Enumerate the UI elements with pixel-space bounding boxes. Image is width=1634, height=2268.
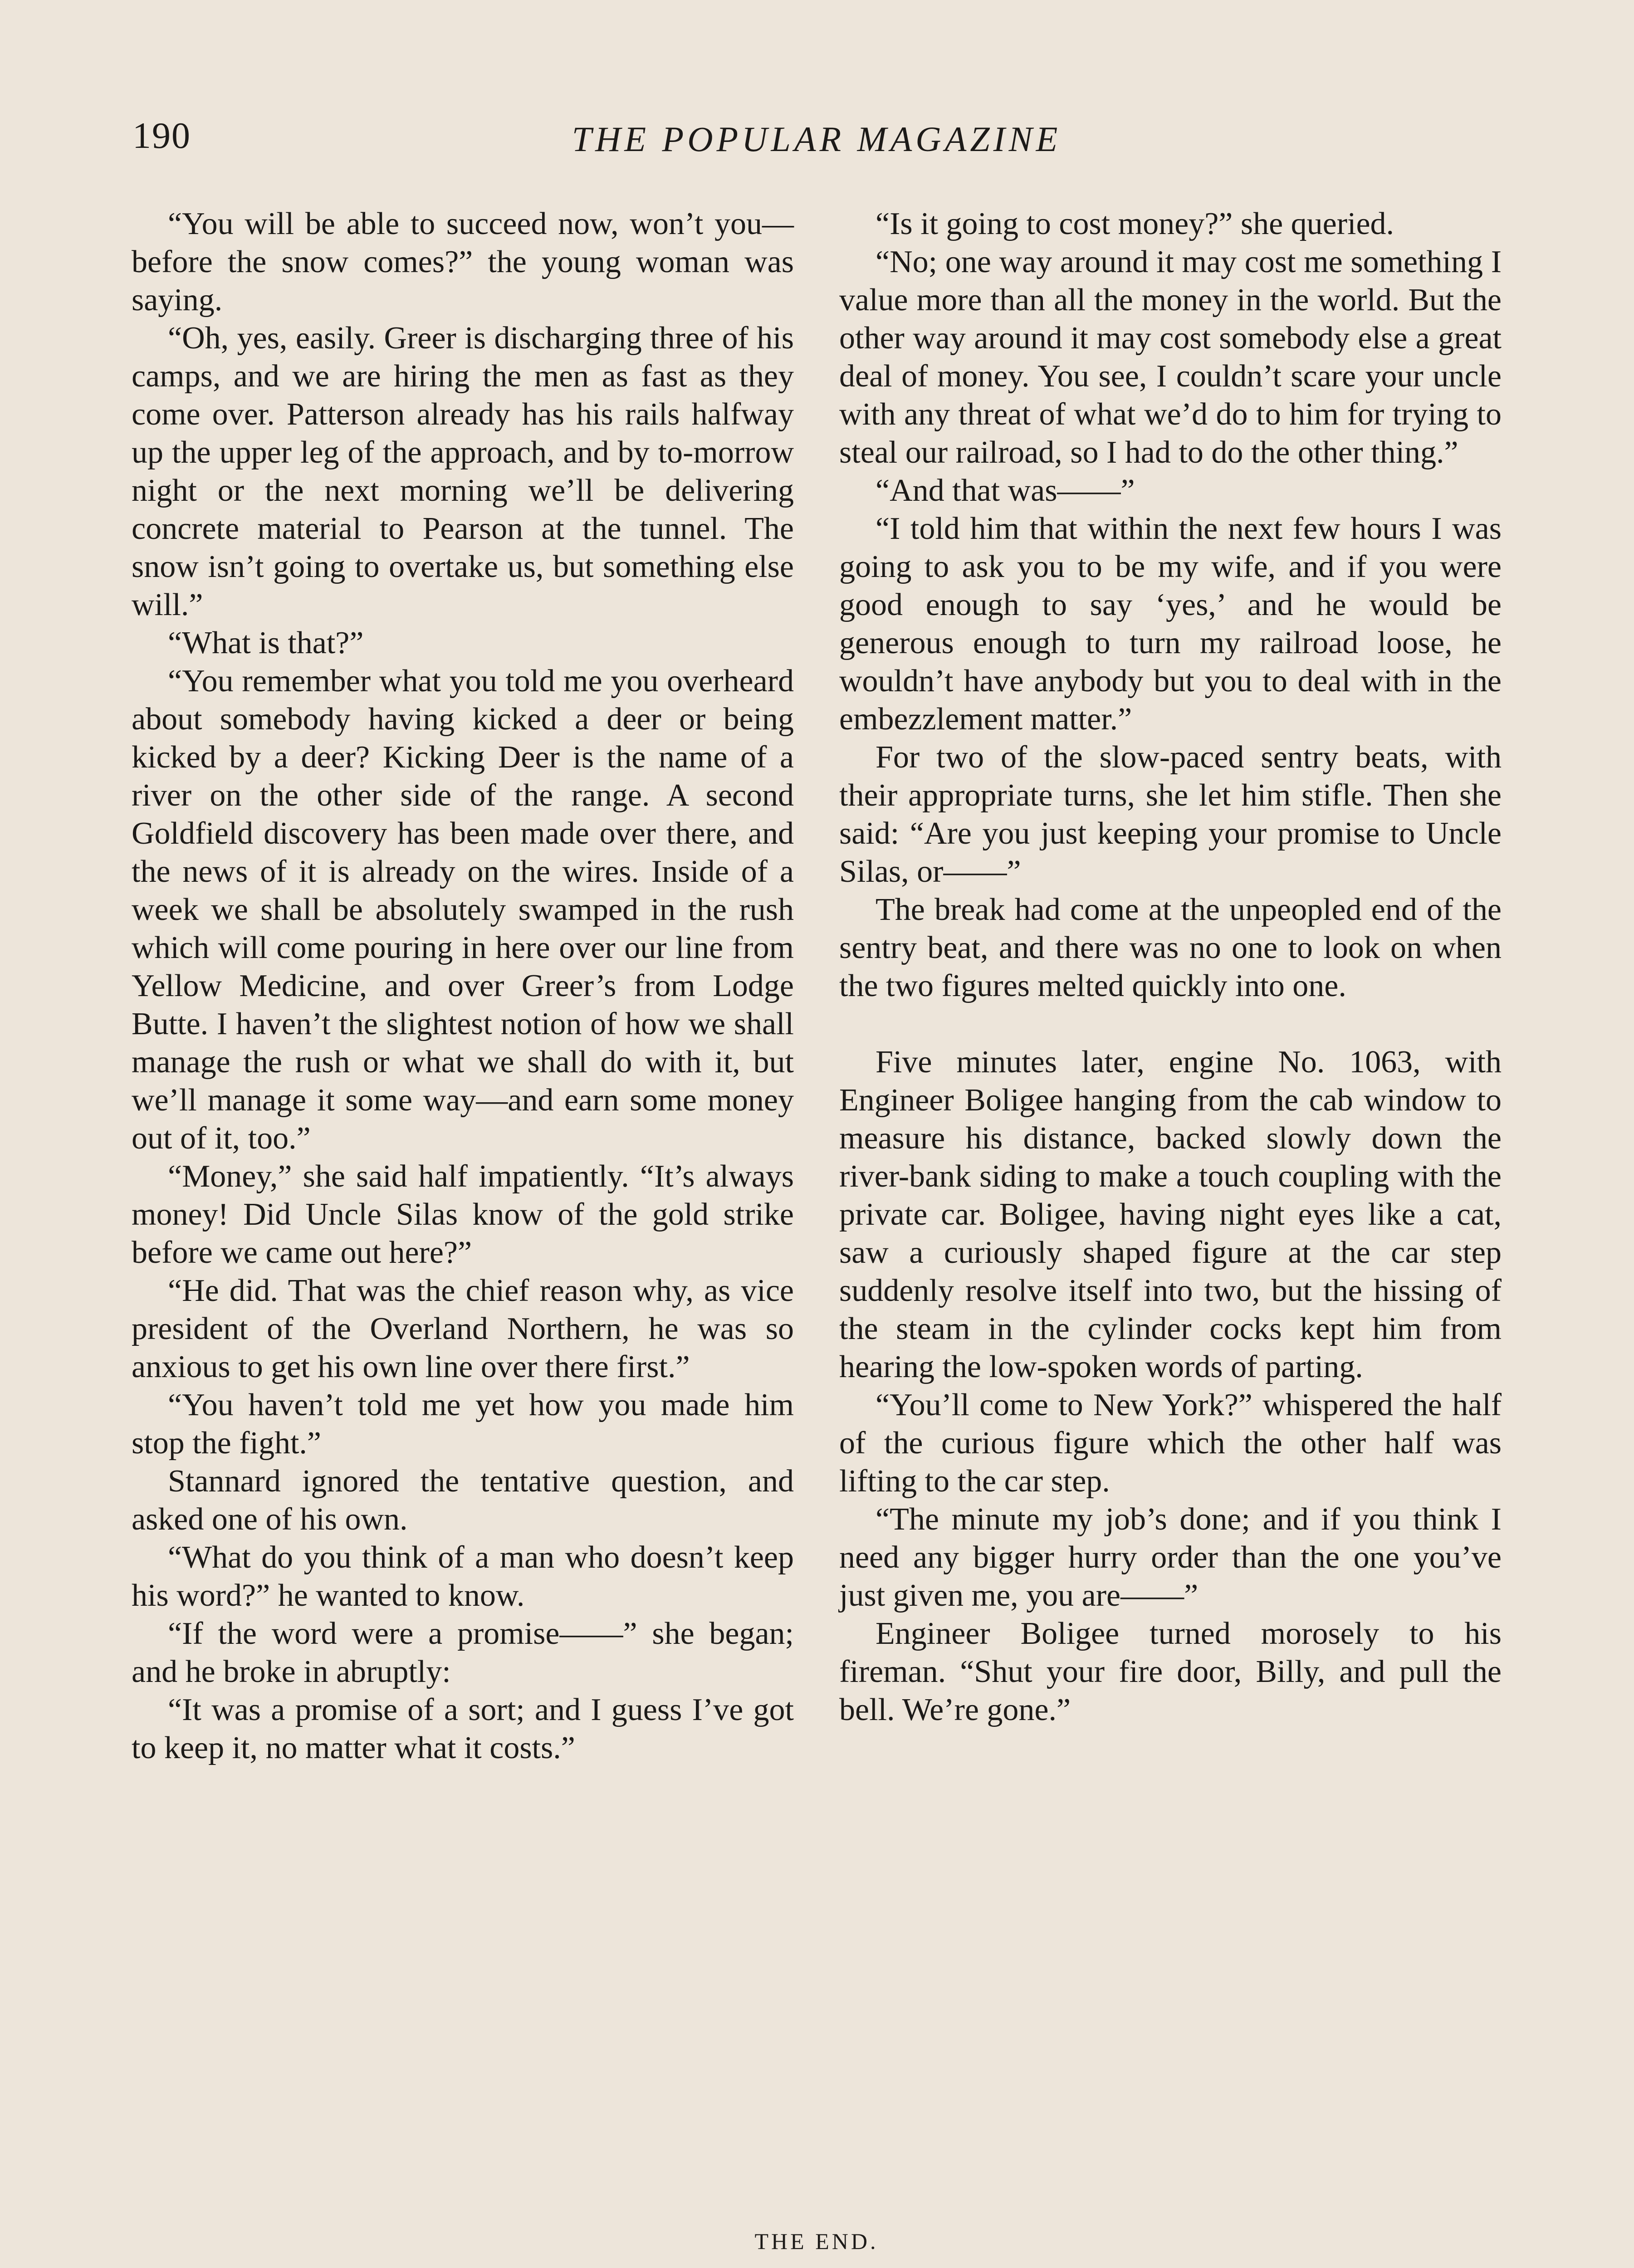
paragraph: “What is that?”: [168, 626, 364, 660]
paragraph: “He did. That was the chief reason why, as vice president of the Overland Northern, he was so anxious to get his own line over there first.”: [132, 1273, 794, 1384]
paragraph: “You remember what you told me you overheard about somebody having kicked a deer or being kicked by a deer? Kicking Deer is the name of a river on the other side of the range. A second Goldfield discovery has been made over there, and the news of it is already on the wires. Inside of a week we shall be absolutely swamped in the rush which will come pouring in here over our line from Yellow Medicine, and over Greer’s from Lodge Butte. I haven’t the slightest notion of how we shall manage the rush or what we shall do with it, but we’ll manage it some way—and earn some money out of it, too.”: [132, 664, 794, 1156]
paragraph: Engineer Boligee turned morosely to his fireman. “Shut your fire door, Billy, and pull the bell. We’re gone.”: [839, 1616, 1502, 1727]
paragraph: Five minutes later, engine No. 1063, with Engineer Boligee hanging from the cab window to measure his distance, backed slowly down the river-bank siding to make a touch coupling with the private car. Boligee, having night eyes like a cat, saw a curiously shaped figure at the car step suddenly resolve itself into two, but the hissing of the steam in the cylinder cocks kept him from hearing the low-spoken words of parting.: [839, 1045, 1502, 1384]
right-column: [839, 205, 1502, 1729]
paragraph: “Money,” she said half impatiently. “It’s always money! Did Uncle Silas know of the gold strike before we came out here?”: [132, 1159, 794, 1270]
paragraph: “Oh, yes, easily. Greer is discharging three of his camps, and we are hiring the men as fast as they come over. Patterson already has his rails halfway up the upper leg of the approach, and by to-morrow night or the next morning we’ll be delivering concrete material to Pearson at the tunnel. The snow isn’t going to overtake us, but something else will.”: [132, 321, 794, 622]
paragraph: Stannard ignored the tentative question, and asked one of his own.: [132, 1464, 794, 1537]
running-title: THE POPULAR MAGAZINE: [572, 119, 1062, 159]
paragraph: The break had come at the unpeopled end of the sentry beat, and there was no one to look on when the two figures melted quickly into one.: [839, 892, 1502, 1003]
paragraph: “You haven’t told me yet how you made him stop the fight.”: [132, 1388, 794, 1461]
page-number: 190: [132, 115, 191, 156]
paragraph: “The minute my job’s done; and if you think I need any bigger hurry order than the one you’ve just given me, you are——”: [839, 1502, 1502, 1613]
paragraph: “You’ll come to New York?” whispered the half of the curious figure which the other half was lifting to the car step.: [839, 1388, 1502, 1499]
the-end-marker: THE END.: [754, 2229, 879, 2254]
left-column: [132, 205, 794, 1767]
paragraph: “What do you think of a man who doesn’t keep his word?” he wanted to know.: [132, 1540, 794, 1613]
paragraph: “And that was——”: [876, 473, 1135, 508]
paragraph: “It was a promise of a sort; and I guess I’ve got to keep it, no matter what it costs.”: [132, 1692, 794, 1765]
paragraph: “I told him that within the next few hours I was going to ask you to be my wife, and if you were good enough to say ‘yes,’ and he would be generous enough to turn my railroad loose, he wouldn’t have anybody but you to deal with in the embezzlement matter.”: [839, 511, 1502, 737]
paragraph: “No; one way around it may cost me something I value more than all the money in the world. But the other way around it may cost somebody else a great deal of money. You see, I couldn’t scare your uncle with any threat of what we’d do to him for trying to steal our railroad, so I had to do the other thing.”: [839, 244, 1502, 470]
paragraph: “If the word were a promise——” she began; and he broke in abruptly:: [132, 1616, 794, 1689]
paragraph: “You will be able to succeed now, won’t you—before the snow comes?” the young woman was saying.: [132, 206, 794, 318]
paragraph: “Is it going to cost money?” she queried.: [876, 206, 1394, 241]
paragraph: For two of the slow-paced sentry beats, with their appropriate turns, she let him stifle. Then she said: “Are you just keeping your promise to Uncle Silas, or——”: [839, 740, 1502, 889]
